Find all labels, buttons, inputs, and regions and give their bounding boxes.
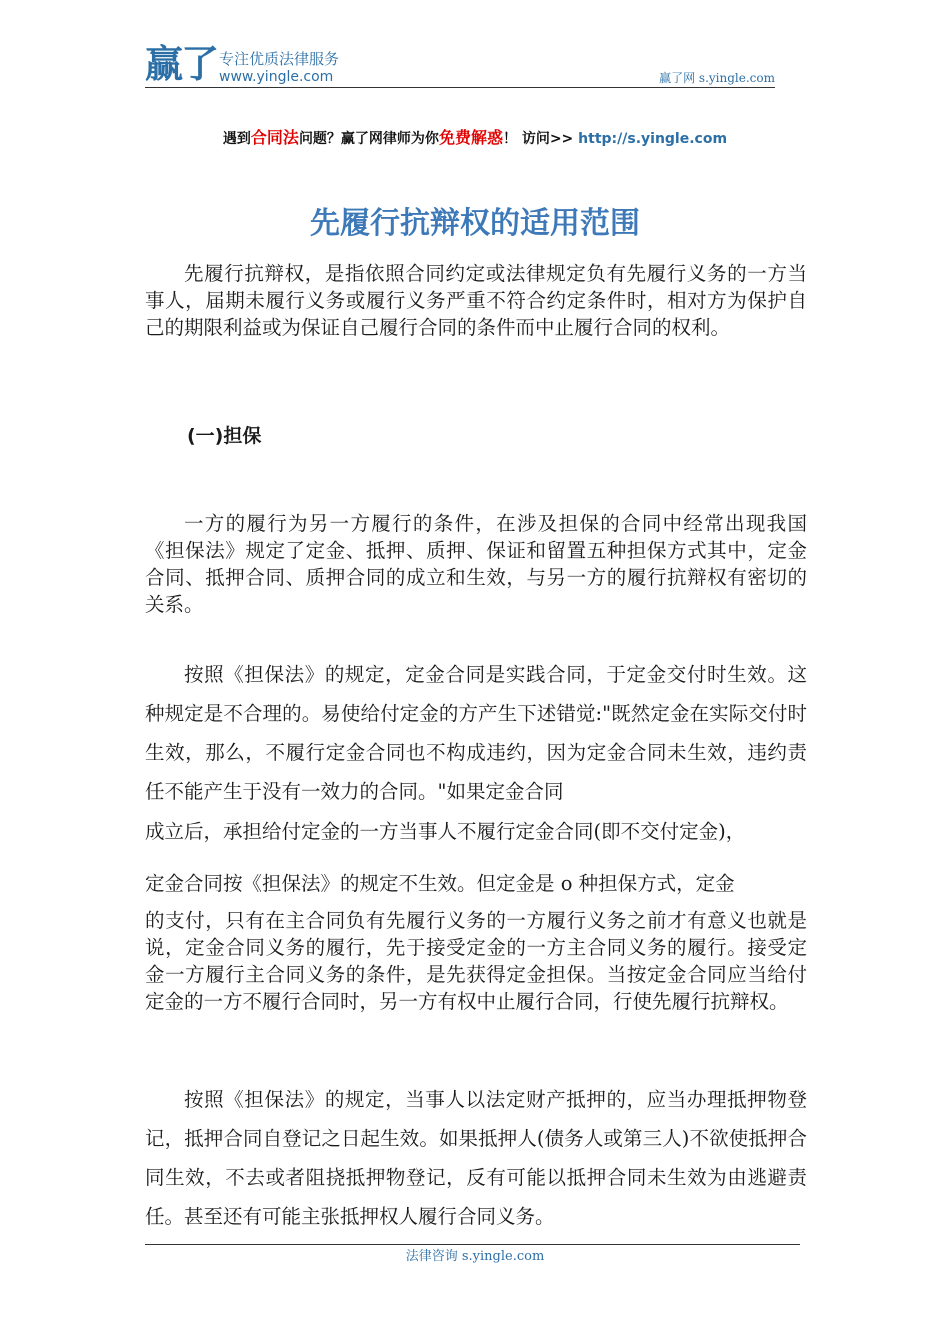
header-divider (145, 87, 775, 88)
logo-slogan: 专注优质法律服务 (219, 50, 340, 68)
promo-text-2: 问题？赢了网律师为你 (298, 131, 439, 147)
promo-text-3: ！ 访问>> (502, 131, 579, 147)
paragraph-intro: 先履行抗辩权，是指依照合同约定或法律规定负有先履行义务的一方当事人，届期未履行义务或履行义务严重不符合约定条件时，相对方为保护自己的期限利益或为保证自己履行合同的条件而中止履行合同的权利。 (145, 262, 807, 339)
paragraph-deposit-payment: 的支付，只有在主合同负有先履行义务的一方履行义务之前才有意义也就是说，定金合同义务的履行，先于接受定金的一方主合同义务的履行。接受定金一方履行主合同义务的条件，是先获得定金担保。当按定金合同应当给付定金的一方不履行合同时，另一方有权中止履行合同，行使先履行抗辩权。 (145, 909, 807, 1013)
page-header (145, 42, 775, 90)
paragraph-mortgage: 按照《担保法》的规定，当事人以法定财产抵押的，应当办理抵押物登记，抵押合同自登记之日起生效。如果抵押人(债务人或第三人)不欲使抵押合同生效，不去或者阻挠抵押物登记，反有可能以抵押合同未生效为由逃避责任。甚至还有可能主张抵押权人履行合同义务。 (145, 1088, 807, 1228)
logo-url[interactable]: www.yingle.com (219, 69, 334, 85)
promo-link[interactable]: http://s.yingle.com (578, 131, 728, 147)
page-title: 先履行抗辩权的适用范围 (310, 206, 640, 241)
paragraph-guarantee-overview: 一方的履行为另一方履行的条件，在涉及担保的合同中经常出现我国《担保法》规定了定金、抵押、质押、保证和留置五种担保方式其中，定金合同、抵押合同、质押合同的成立和生效，与另一方的履行抗辩权有密切的关系。 (145, 512, 807, 616)
site-logo[interactable]: 赢了 (145, 42, 218, 86)
paragraph-deposit-effect-line: 定金合同按《担保法》的规定不生效。但定金是 o 种担保方式，定金 (145, 872, 735, 895)
footer-divider (145, 1244, 800, 1245)
paragraph-deposit-contract: 按照《担保法》的规定，定金合同是实践合同，于定金交付时生效。这种规定是不合理的。易使给付定金的方产生下述错觉:"既然定金在实际交付时生效，那么，不履行定金合同也不构成违约，因为定金合同未生效，违约责任不能产生于没有一效力的合同。"如果定金合同 (145, 663, 807, 803)
section-heading-guarantee: (一)担保 (187, 425, 262, 447)
promo-banner (0, 128, 950, 149)
header-site-link[interactable]: 赢了网 s.yingle.com (659, 71, 775, 85)
paragraph-deposit-contract-cont: 成立后，承担给付定金的一方当事人不履行定金合同(即不交付定金)， (145, 820, 746, 843)
promo-highlight-contract-law[interactable]: 合同法 (250, 128, 299, 147)
promo-highlight-free[interactable]: 免费解惑 (438, 128, 503, 147)
promo-text-1: 遇到 (222, 131, 251, 147)
footer-link[interactable]: 法律咨询 s.yingle.com (405, 1249, 545, 1264)
